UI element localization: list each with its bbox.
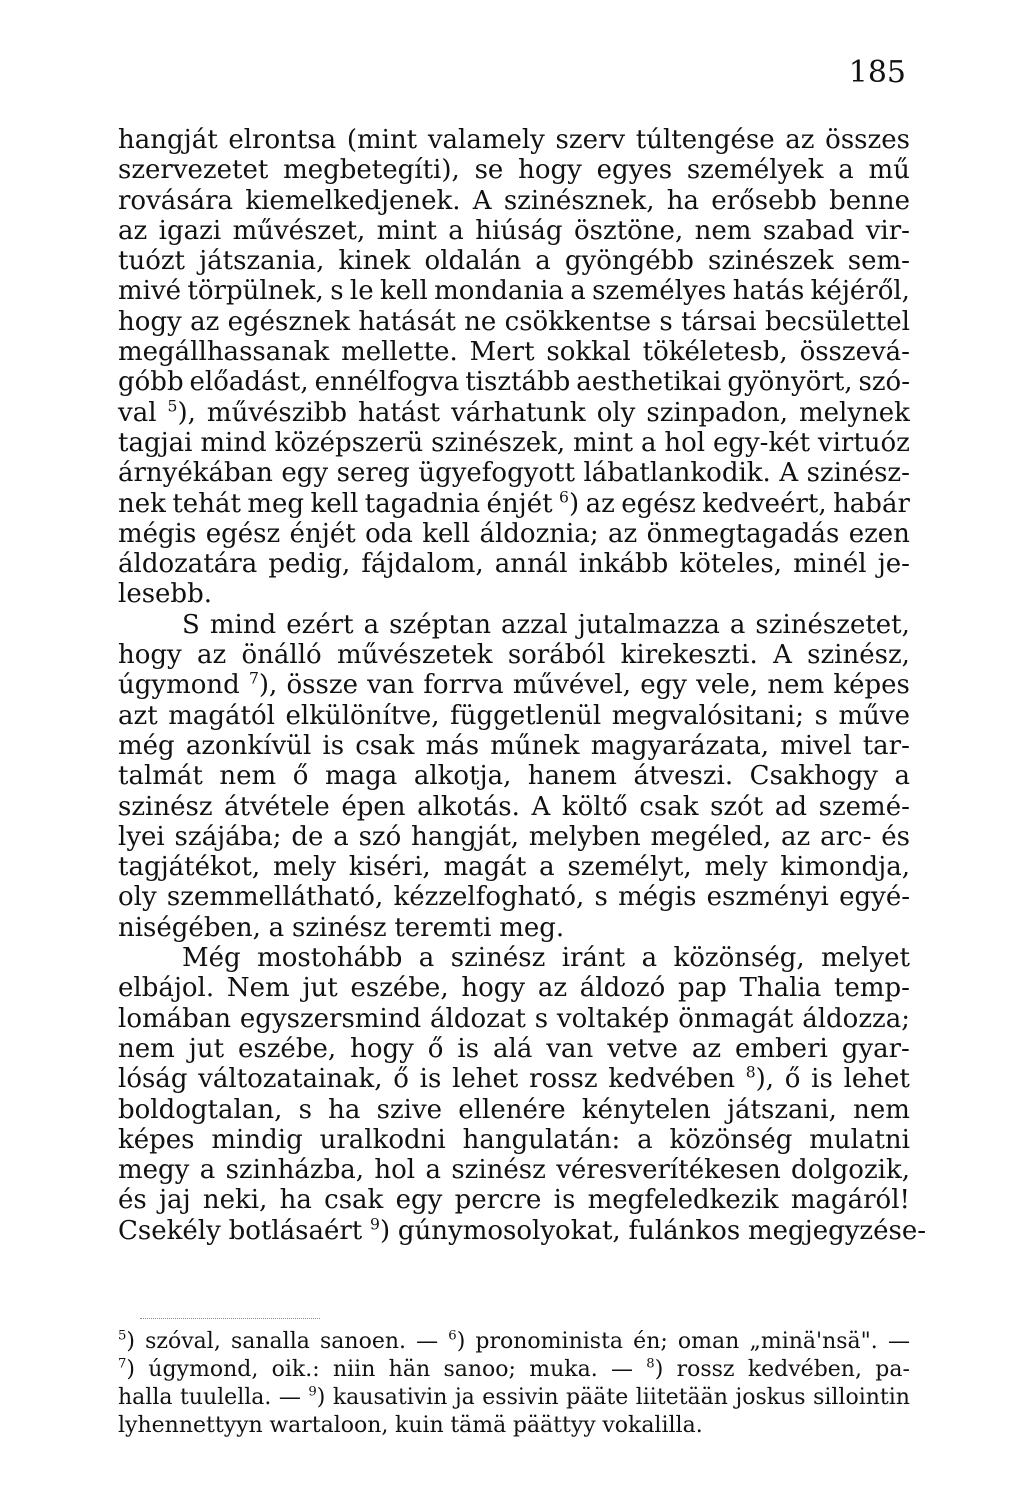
text-line: val $^5$), művészibb hatást várhatunk oly szinpadon, melynek bbox=[118, 397, 910, 428]
text-line: Még mostohább a szinész iránt a közönség, melyet bbox=[182, 943, 910, 974]
text-line: hogy az egésznek hatását ne csökkentse s társai becsülettel bbox=[118, 306, 910, 337]
text-line: rovására kiemelkedjenek. A szinésznek, ha erősebb benne bbox=[118, 185, 910, 216]
text-line: lóság változatainak, ő is lehet rossz kedvében $^8$), ő is lehet bbox=[118, 1063, 910, 1095]
body-text bbox=[118, 125, 927, 1246]
text-line: tagjátékot, mely kiséri, magát a személyt, mely kimondja, bbox=[118, 852, 910, 883]
text-line: lyei szájába; de a szó hangját, melyben megéled, az arc- és bbox=[118, 821, 910, 852]
footnote-line: $^5$) szóval, sanalla sanoen. — $^6$) pronominista én; oman „minä'nsä". — bbox=[118, 1328, 910, 1354]
footnote-line: lyhennettyyn wartaloon, kuin tämä päättyy vokalilla. bbox=[118, 1413, 703, 1438]
text-line: és jaj neki, ha csak egy percre is megfeledkezik magáról! bbox=[118, 1185, 910, 1216]
text-line: lomában egyszersmind áldozat s voltakép önmagát áldozza; bbox=[118, 1003, 910, 1034]
text-line: szinész átvétele épen alkotás. A költő csak szót ad szemé- bbox=[118, 791, 910, 822]
footnote-line: halla tuulella. — $^9$) kausativin ja essivin pääte liitetään joskus sillointin bbox=[118, 1384, 910, 1410]
text-line: megállhassanak mellette. Mert sokkal tökéletesb, összevá- bbox=[118, 337, 910, 368]
text-line: boldogtalan, s ha szive ellenére kénytelen játszani, nem bbox=[118, 1094, 910, 1125]
text-line: tuózt játszania, kinek oldalán a gyöngébb szinészek sem- bbox=[118, 246, 910, 277]
text-line: hangját elrontsa (mint valamely szerv túltengése az összes bbox=[118, 125, 910, 155]
text-line: talmát nem ő maga alkotja, hanem átveszi. Csakhogy a bbox=[118, 761, 910, 792]
text-line: áldozatára pedig, fájdalom, annál inkább köteles, minél je- bbox=[118, 549, 910, 580]
text-line: az igazi művészet, mint a hiúság ösztöne, nem szabad vir- bbox=[118, 215, 910, 246]
text-line: lesebb. bbox=[118, 579, 212, 610]
footnote-line: $^7$) úgymond, oik.: niin hän sanoo; muka. — $^8$) rossz kedvében, pa- bbox=[118, 1356, 910, 1382]
text-line: elbájol. Nem jut eszébe, hogy az áldozó pap Thalia temp- bbox=[118, 973, 910, 1004]
text-line: nem jut eszébe, hogy ő is alá van vetve az emberi gyar- bbox=[118, 1033, 910, 1064]
text-line: mivé törpülnek, s le kell mondania a személyes hatás kéjéről, bbox=[118, 276, 910, 307]
text-line: Csekély botlásaért $^9$) gúnymosolyokat, fulánkos megjegyzése- bbox=[118, 1215, 927, 1246]
text-line: góbb előadást, ennélfogva tisztább aesthetikai gyönyört, szó- bbox=[118, 367, 910, 398]
text-line: árnyékában egy sereg ügyefogyott lábatlankodik. A szinész- bbox=[118, 458, 910, 489]
text-line: S mind ezért a széptan azzal jutalmazza a szinészetet, bbox=[182, 609, 910, 640]
text-line: hogy az önálló művészetek sorából kirekeszti. A szinész, bbox=[118, 640, 910, 671]
text-line: nek tehát meg kell tagadnia énjét $^6$) az egész kedveért, habár bbox=[118, 487, 910, 519]
text-line: azt magától elkülönítve, függetlenül megvalósitani; s műve bbox=[118, 700, 910, 731]
text-line: tagjai mind középszerü szinészek, mint a hol egy-két virtuóz bbox=[118, 427, 910, 458]
footnote-separator bbox=[140, 1318, 320, 1319]
text-line: oly szemmellátható, kézzelfogható, s mégis eszményi egyé- bbox=[118, 882, 910, 913]
text-line: niségében, a szinész teremti meg. bbox=[118, 912, 565, 943]
text-line: képes mindig uralkodni hangulatán: a közönség mulatni bbox=[118, 1124, 910, 1155]
text-line: mégis egész énjét oda kell áldoznia; az önmegtagadás ezen bbox=[118, 518, 910, 549]
text-line: megy a szinházba, hol a szinész véresverítékesen dolgozik, bbox=[118, 1155, 910, 1186]
text-line: szervezetet megbetegíti), se hogy egyes személyek a mű bbox=[118, 155, 910, 186]
text-line: még azonkívül is csak más műnek magyarázata, mivel tar- bbox=[118, 730, 910, 761]
page-number: 185 bbox=[848, 55, 906, 90]
footnotes bbox=[118, 1328, 910, 1440]
text-line: úgymond $^7$), össze van forrva művével, egy vele, nem képes bbox=[118, 669, 910, 701]
